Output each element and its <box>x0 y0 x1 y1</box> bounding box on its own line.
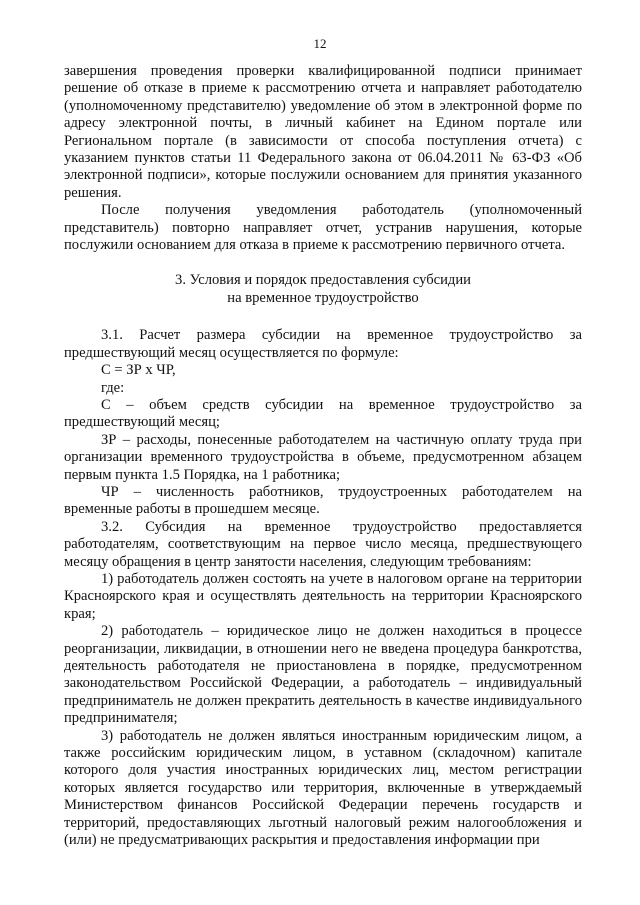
requirement-1: 1) работодатель должен состоять на учете в налоговом органе на территории Красноярского края и осуществлять деятельность на территории Красноярского края; <box>64 570 582 622</box>
document-body <box>64 63 582 849</box>
formula: С = ЗР х ЧР, <box>101 362 176 379</box>
clause-3-2-intro: 3.2. Субсидия на временное трудоустройство предоставляется работодателям, соответствующим на первое число месяца, предшествующего месяцу обращения в центр занятости населения, следующим требованиям: <box>64 518 582 570</box>
requirement-3: 3) работодатель не должен являться иностранным юридическим лицом, а также российским юридическим лицом, в уставном (складочном) капитале которого доля участия иностранных юридических лиц, местом регистрации которых является государство или территория, включенные в утверждаемый Министерством финансов Российской Федерации перечень государств и территорий, предоставляющих льготный налоговый режим налогообложения и (или) не предусматривающих раскрытия и предоставления информации при <box>64 727 582 849</box>
definition-chr: ЧР – численность работников, трудоустроенных работодателем на временные работы в прошедшем месяце. <box>64 483 582 518</box>
page-number: 12 <box>313 36 327 51</box>
clause-3-1-intro: 3.1. Расчет размера субсидии на временное трудоустройство за предшествующий месяц осуществляется по формуле: <box>64 327 582 361</box>
section-heading-line-2: на временное трудоустройство <box>227 289 419 306</box>
section-heading-line-1: 3. Условия и порядок предоставления субсидии <box>175 272 471 289</box>
formula-where: где: <box>101 379 125 396</box>
definition-c: С – объем средств субсидии на временное трудоустройство за предшествующий месяц; <box>64 396 582 431</box>
paragraph-resubmission: После получения уведомления работодатель (уполномоченный представитель) повторно направляет отчет, устранив нарушения, которые послужили основанием для отказа в приеме к рассмотрению первичного отчета. <box>64 202 582 254</box>
definition-zr: ЗР – расходы, понесенные работодателем на частичную оплату труда при организации временного трудоустройства в объеме, предусмотренном абзацем первым пункта 1.5 Порядка, на 1 работника; <box>64 431 582 483</box>
section-heading <box>64 272 582 307</box>
paragraph-continuation: завершения проведения проверки квалифицированной подписи принимает решение об отказе в приеме к рассмотрению отчета и направляет работодателю (уполномоченному представителю) уведомление об этом в электронной форме по адресу электронной почты, в личный кабинет на Едином портале или Региональном портале (в зависимости от способа поступления отчета) с указанием пунктов статьи 11 Федерального закона от 06.04.2011 № 63-ФЗ «Об электронной подписи», которые послужили основанием для принятия указанного решения. <box>64 63 582 201</box>
requirement-2: 2) работодатель – юридическое лицо не должен находиться в процессе реорганизации, ликвидации, в отношении него не введена процедура банкротства, деятельность работодателя не приостановлена в порядке, предусмотренном законодательством Российской Федерации, а работодатель – индивидуальный предприниматель не должен прекратить деятельность в качестве индивидуального предпринимателя; <box>64 623 582 727</box>
